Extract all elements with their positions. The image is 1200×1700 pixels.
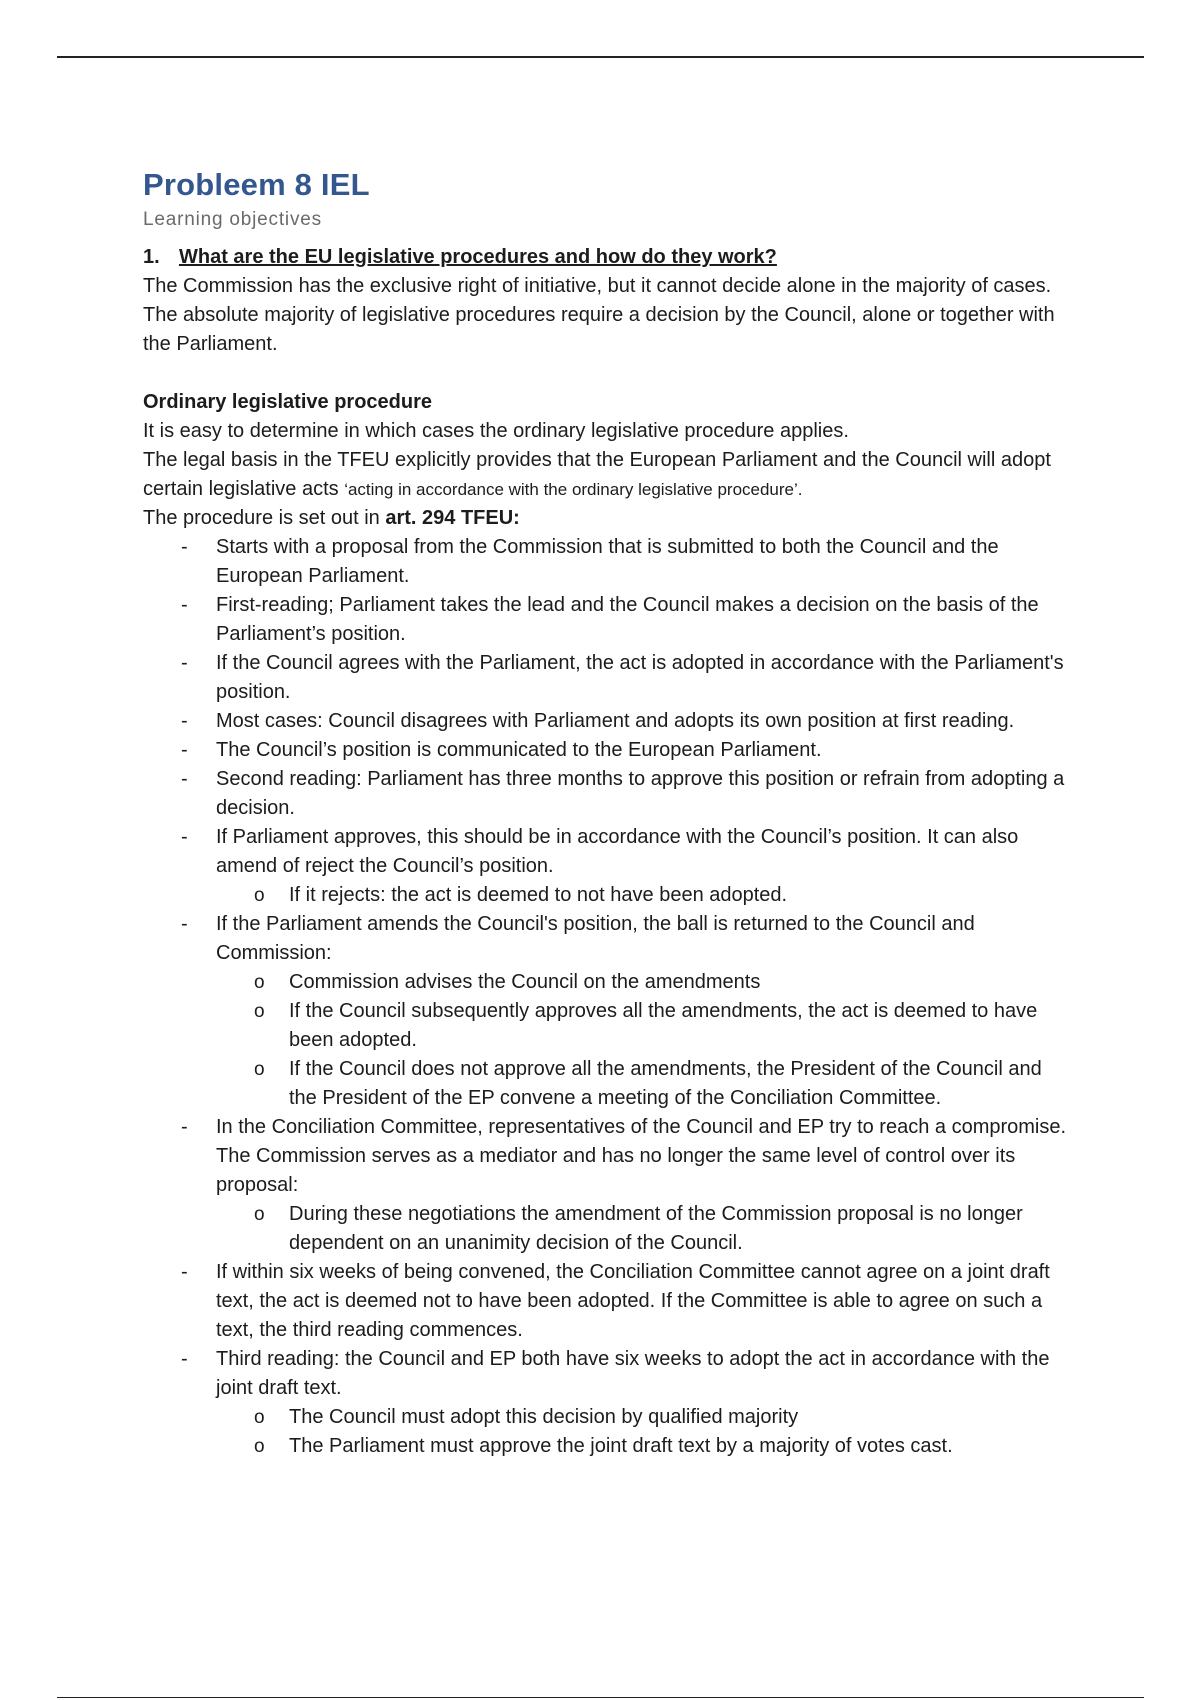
procedure-subitem-text: The Parliament must approve the joint draft text by a majority of votes cast. bbox=[289, 1435, 953, 1457]
procedure-subitem bbox=[216, 1200, 1068, 1258]
procedure-item bbox=[143, 707, 1068, 736]
procedure-subitem-text: Commission advises the Council on the amendments bbox=[289, 971, 761, 993]
document-title: Probleem 8 IEL bbox=[143, 167, 370, 202]
procedure-subitem-text: If it rejects: the act is deemed to not have been adopted. bbox=[289, 884, 788, 906]
procedure-subitem bbox=[216, 1403, 1068, 1432]
dash-bullet: - bbox=[181, 652, 188, 674]
procedure-subitem-list bbox=[216, 881, 1068, 910]
procedure-subitem bbox=[216, 1055, 1068, 1113]
procedure-subitem-text: If the Council subsequently approves all the amendments, the act is deemed to have been adopted. bbox=[289, 1000, 1038, 1051]
procedure-subitem-list bbox=[216, 968, 1068, 1113]
circle-bullet: o bbox=[254, 1436, 265, 1457]
question-number: 1. bbox=[143, 246, 160, 268]
procedure-item bbox=[143, 736, 1068, 765]
procedure-subitem-text: If the Council does not approve all the amendments, the President of the Council and the President of the EP convene a meeting of the Conciliation Committee. bbox=[289, 1058, 1042, 1109]
procedure-item-text: Starts with a proposal from the Commission that is submitted to both the Council and the European Parliament. bbox=[216, 536, 999, 587]
section-heading: Ordinary legislative procedure bbox=[143, 391, 432, 413]
dash-bullet: - bbox=[181, 710, 188, 732]
procedure-item bbox=[143, 910, 1068, 1113]
paragraph-3-bold: art. 294 TFEU: bbox=[385, 507, 520, 529]
procedure-item bbox=[143, 823, 1068, 910]
circle-bullet: o bbox=[254, 1059, 265, 1080]
document-body bbox=[143, 166, 1068, 1461]
dash-bullet: - bbox=[181, 594, 188, 616]
procedure-subitem bbox=[216, 881, 1068, 910]
procedure-item-text: If the Council agrees with the Parliament, the act is adopted in accordance with the Parliament's position. bbox=[216, 652, 1064, 703]
procedure-subitem-list bbox=[216, 1403, 1068, 1461]
procedure-item-text: If within six weeks of being convened, the Conciliation Committee cannot agree on a joint draft text, the act is deemed not to have been adopted. If the Committee is able to agree on such a text, the third reading commences. bbox=[216, 1261, 1050, 1341]
procedure-subitem bbox=[216, 997, 1068, 1055]
question-heading bbox=[143, 243, 1068, 272]
question-text: What are the EU legislative procedures and how do they work? bbox=[179, 246, 777, 268]
procedure-item-text: If the Parliament amends the Council's position, the ball is returned to the Council and Commission: bbox=[216, 913, 975, 964]
dash-bullet: - bbox=[181, 1116, 188, 1138]
procedure-item bbox=[143, 1345, 1068, 1461]
procedure-subitem bbox=[216, 1432, 1068, 1461]
procedure-item bbox=[143, 591, 1068, 649]
paragraph-1: It is easy to determine in which cases the ordinary legislative procedure applies. bbox=[143, 420, 849, 442]
procedure-item-text: In the Conciliation Committee, representatives of the Council and EP try to reach a compromise. The Commission serves as a mediator and has no longer the same level of control over its proposal: bbox=[216, 1116, 1067, 1196]
paragraph-2-quote: ‘acting in accordance with the ordinary legislative procedure’. bbox=[344, 480, 803, 499]
dash-bullet: - bbox=[181, 739, 188, 761]
procedure-item-text: The Council’s position is communicated to the European Parliament. bbox=[216, 739, 822, 761]
procedure-subitem bbox=[216, 968, 1068, 997]
dash-bullet: - bbox=[181, 1261, 188, 1283]
page-bottom-rule bbox=[57, 1697, 1144, 1698]
procedure-item-text: First-reading; Parliament takes the lead and the Council makes a decision on the basis of the Parliament’s position. bbox=[216, 594, 1039, 645]
procedure-item bbox=[143, 533, 1068, 591]
paragraph-2 bbox=[143, 446, 1068, 504]
procedure-item-text: Most cases: Council disagrees with Parliament and adopts its own position at first reading. bbox=[216, 710, 1015, 732]
procedure-subitem-text: During these negotiations the amendment of the Commission proposal is no longer dependent on an unanimity decision of the Council. bbox=[289, 1203, 1023, 1254]
procedure-item-text: Third reading: the Council and EP both have six weeks to adopt the act in accordance with the joint draft text. bbox=[216, 1348, 1050, 1399]
procedure-item bbox=[143, 1113, 1068, 1258]
procedure-item-text: If Parliament approves, this should be in accordance with the Council’s position. It can also amend of reject the Council’s position. bbox=[216, 826, 1019, 877]
procedure-item bbox=[143, 1258, 1068, 1345]
procedure-list bbox=[143, 533, 1068, 1461]
procedure-subitem-text: The Council must adopt this decision by qualified majority bbox=[289, 1406, 799, 1428]
dash-bullet: - bbox=[181, 826, 188, 848]
paragraph-2-main: The legal basis in the TFEU explicitly provides that the European Parliament and the Council will adopt certain legislative acts bbox=[143, 449, 1051, 500]
intro-paragraph: The Commission has the exclusive right of initiative, but it cannot decide alone in the majority of cases. The absolute majority of legislative procedures require a decision by the Council, alone or together with the Parliament. bbox=[143, 275, 1055, 355]
paragraph-3-main: The procedure is set out in bbox=[143, 507, 386, 529]
circle-bullet: o bbox=[254, 1204, 265, 1225]
dash-bullet: - bbox=[181, 768, 188, 790]
procedure-item bbox=[143, 765, 1068, 823]
dash-bullet: - bbox=[181, 913, 188, 935]
paragraph-3 bbox=[143, 504, 1068, 533]
procedure-subitem-list bbox=[216, 1200, 1068, 1258]
procedure-item bbox=[143, 649, 1068, 707]
document-subtitle: Learning objectives bbox=[143, 209, 322, 230]
page-top-rule bbox=[57, 56, 1144, 58]
dash-bullet: - bbox=[181, 1348, 188, 1370]
circle-bullet: o bbox=[254, 972, 265, 993]
circle-bullet: o bbox=[254, 885, 265, 906]
circle-bullet: o bbox=[254, 1407, 265, 1428]
procedure-item-text: Second reading: Parliament has three months to approve this position or refrain from adopting a decision. bbox=[216, 768, 1065, 819]
circle-bullet: o bbox=[254, 1001, 265, 1022]
dash-bullet: - bbox=[181, 536, 188, 558]
